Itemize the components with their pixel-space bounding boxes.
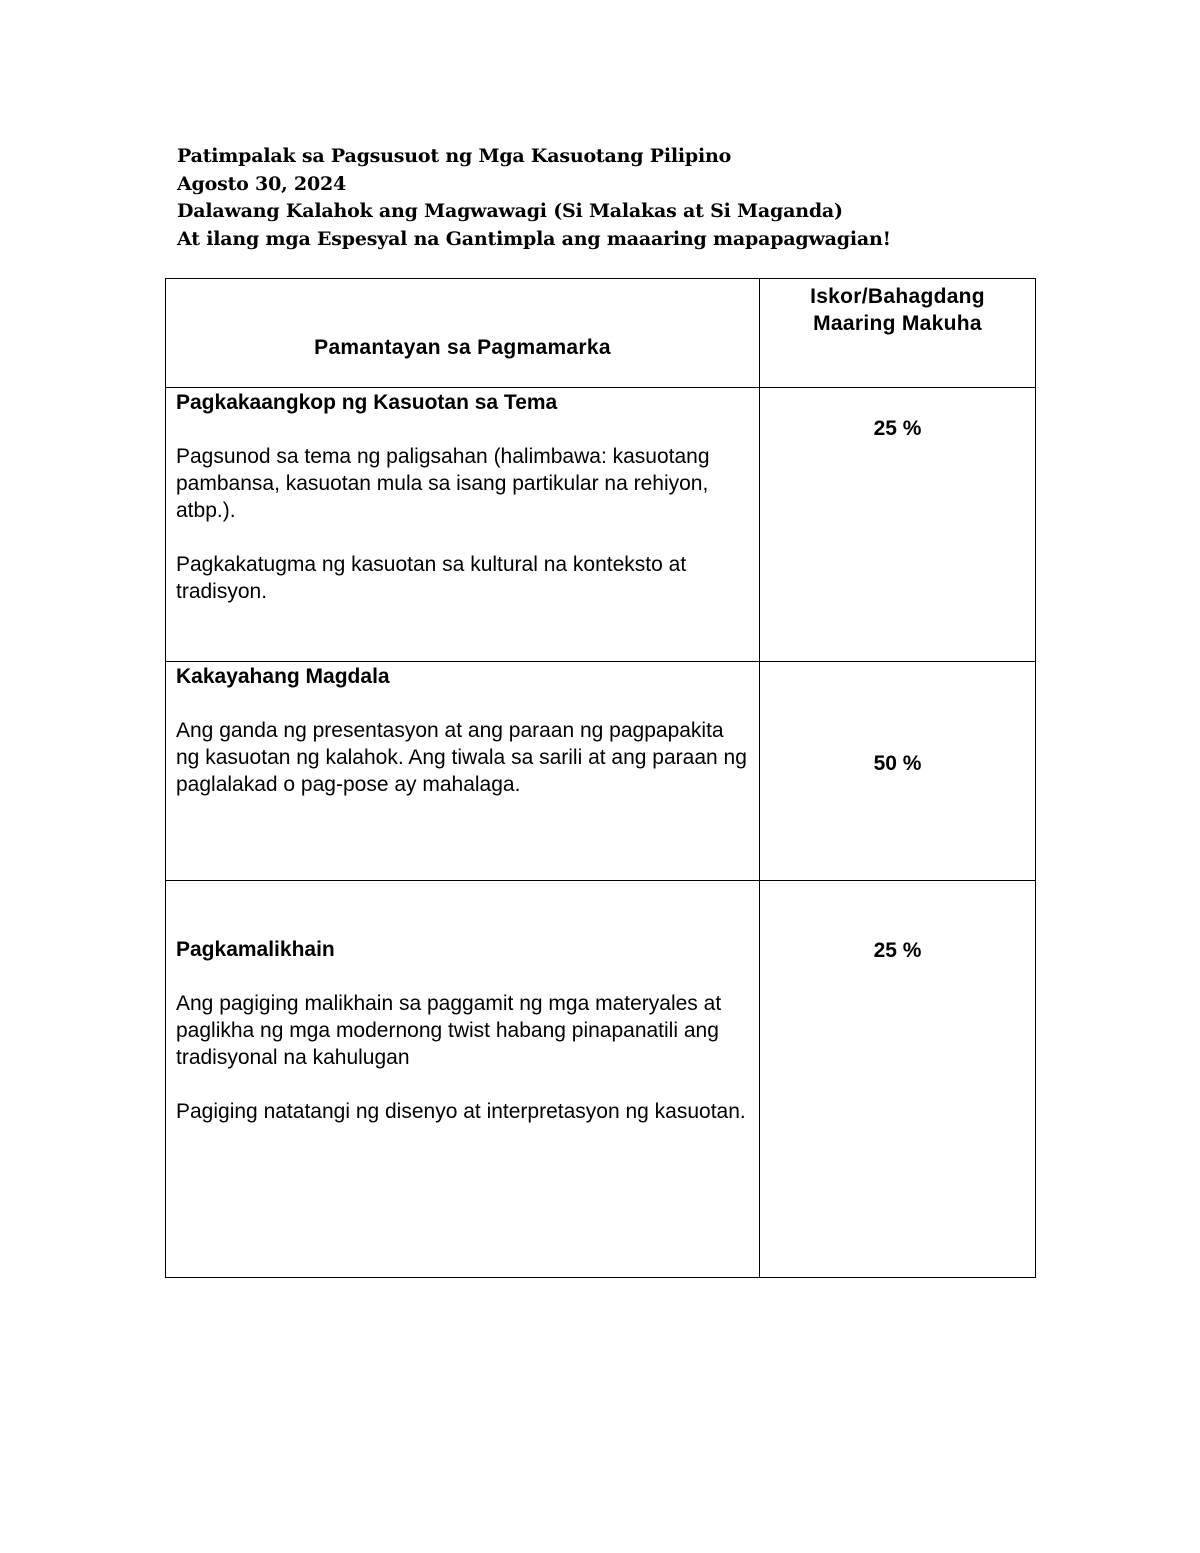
criterion-description: Pagsunod sa tema ng paligsahan (halimbawa: kasuotang pambansa, kasuotan mula sa isang partikular na rehiyon, atbp.). [176,445,710,522]
criterion-description: Pagkakatugma ng kasuotan sa kultural na konteksto at tradisyon. [176,553,687,603]
contest-date: Agosto 30, 2024 [177,172,347,195]
score-header-line2: Maaring Makuha [813,312,982,335]
criterion-cell [166,662,760,881]
score-value: 25 % [873,417,922,440]
scoring-rubric-table [165,278,1036,1278]
criterion-title: Kakayahang Magdala [176,665,390,688]
criterion-description: Pagiging natatangi ng disenyo at interpretasyon ng kasuotan. [176,1100,746,1123]
criterion-description: Ang pagiging malikhain sa paggamit ng mga materyales at paglikha ng mga modernong twist habang pinapanatili ang tradisyonal na kahulugan [176,992,722,1069]
table-row [166,662,1036,881]
contest-title: Patimpalak sa Pagsusuot ng Mga Kasuotang Pilipino [177,145,732,167]
score-header-line1: Iskor/Bahagdang [810,285,985,308]
criterion-cell [166,388,760,662]
document-header [177,143,891,253]
criterion-title: Pagkamalikhain [176,938,335,961]
score-cell [760,881,1036,1278]
table-row [166,881,1036,1278]
score-value: 50 % [873,751,922,775]
criteria-column-header: Pamantayan sa Pagmamarka [166,279,760,388]
criterion-title: Pagkakaangkop ng Kasuotan sa Tema [176,391,558,414]
score-value: 25 % [873,939,922,962]
criterion-cell [166,881,760,1278]
score-cell [760,662,1036,881]
table-row [166,388,1036,662]
score-cell [760,388,1036,662]
special-awards-note: At ilang mga Espesyal na Gantimpla ang maaaring mapapagwagian! [177,227,891,250]
winners-note: Dalawang Kalahok ang Magwawagi (Si Malakas at Si Maganda) [177,200,843,222]
table-header-row [166,279,1036,388]
criterion-description: Ang ganda ng presentasyon at ang paraan ng pagpapakita ng kasuotan ng kalahok. Ang tiwala sa sarili at ang paraan ng paglalakad o pag-pose ay mahalaga. [176,719,747,796]
score-column-header [760,279,1036,388]
